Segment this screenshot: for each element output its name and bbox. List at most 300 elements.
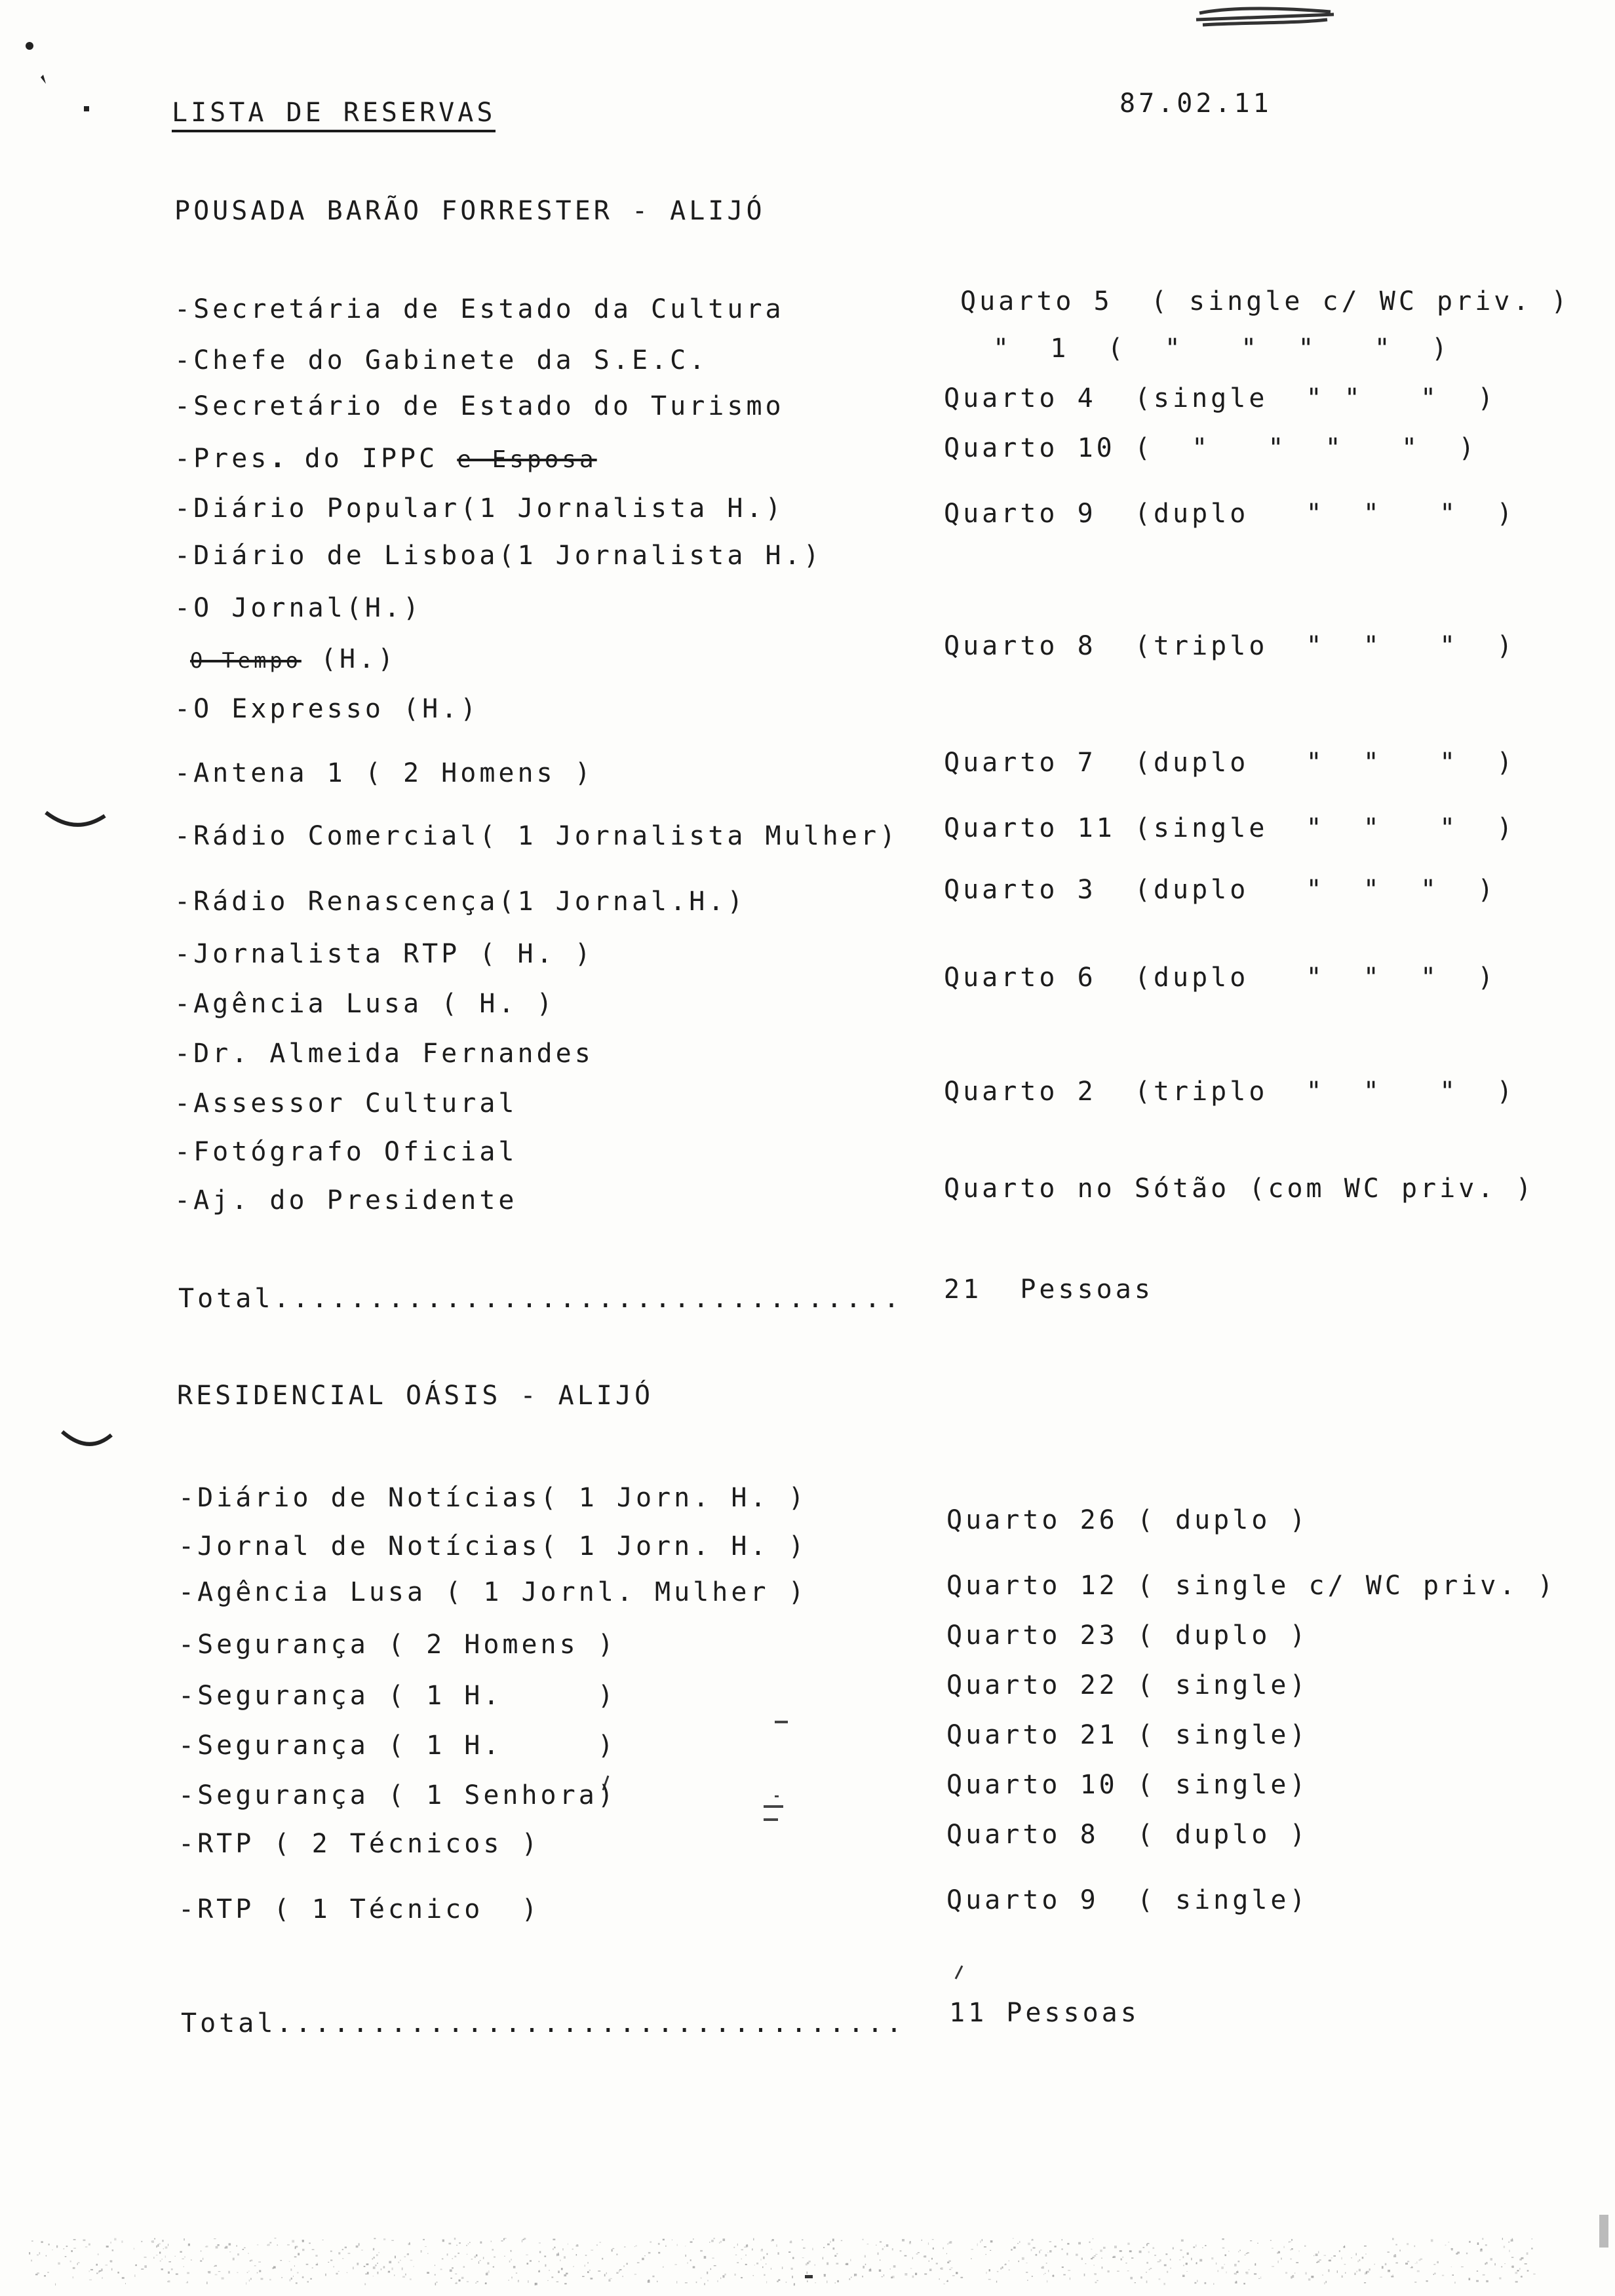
scan-speck	[837, 2280, 839, 2282]
scan-speck	[850, 2259, 851, 2261]
scan-speck	[544, 2256, 546, 2257]
scan-speck	[996, 2281, 997, 2283]
scan-speck	[160, 2261, 161, 2262]
scan-speck	[1173, 2248, 1174, 2249]
scan-speck	[338, 2252, 340, 2254]
scan-speck	[1182, 2275, 1185, 2277]
scan-speck	[1186, 2271, 1188, 2272]
scan-speck	[876, 2245, 877, 2246]
scan-speck	[516, 2273, 517, 2274]
scan-speck	[1477, 2270, 1478, 2272]
scan-speck	[200, 2260, 202, 2262]
scan-speck	[1170, 2259, 1171, 2260]
scan-speck	[870, 2268, 871, 2271]
scan-speck	[296, 2282, 298, 2284]
scan-speck	[187, 2272, 189, 2274]
scan-speck	[1454, 2282, 1456, 2284]
scan-speck	[218, 2244, 220, 2246]
scan-speck	[1512, 2238, 1513, 2241]
scan-speck	[373, 2267, 376, 2269]
scan-speck	[1504, 2246, 1505, 2248]
scan-speck	[1290, 2249, 1291, 2251]
scan-speck	[90, 2269, 93, 2270]
scan-speck	[712, 2257, 714, 2259]
scan-speck	[1531, 2248, 1532, 2249]
scan-speck	[302, 2240, 304, 2242]
scan-speck	[98, 2253, 99, 2255]
scan-speck	[1181, 2240, 1184, 2242]
scan-speck	[162, 2240, 163, 2242]
scan-speck	[348, 2253, 351, 2254]
scan-speck	[125, 2283, 126, 2284]
scan-speck	[599, 2242, 601, 2243]
scan-speck	[1149, 2269, 1150, 2270]
scan-speck	[1367, 2271, 1369, 2273]
scan-speck	[547, 2280, 548, 2281]
scan-speck	[407, 2253, 409, 2255]
scan-speck	[237, 2272, 238, 2273]
scan-speck	[1152, 2248, 1154, 2249]
scan-speck	[1108, 2270, 1110, 2272]
scan-speck	[564, 2274, 566, 2276]
guest-entry-part: do IPPC	[304, 444, 438, 474]
scan-speck	[1036, 2254, 1038, 2256]
scan-speck	[423, 2239, 425, 2240]
scan-speck	[1011, 2249, 1012, 2251]
scan-speck	[1112, 2257, 1114, 2258]
scan-speck	[1499, 2278, 1501, 2280]
scan-speck	[290, 2268, 292, 2270]
scan-speck	[997, 2271, 999, 2272]
scan-speck	[637, 2263, 640, 2264]
scan-speck	[566, 2273, 568, 2275]
scan-speck	[1093, 2238, 1094, 2239]
scan-speck	[1344, 2246, 1346, 2248]
scan-speck	[1032, 2276, 1033, 2277]
scan-speck	[652, 2276, 654, 2278]
scan-speck	[504, 2238, 507, 2239]
scan-speck	[561, 2268, 563, 2270]
scan-speck	[342, 2249, 343, 2250]
scan-speck	[1485, 2244, 1487, 2246]
guest-entry: -Jornalista RTP ( H. )	[174, 939, 594, 969]
scan-speck	[228, 2271, 230, 2274]
scan-speck	[777, 2281, 779, 2282]
scan-speck	[1527, 2270, 1529, 2271]
scan-speck	[1362, 2257, 1364, 2259]
scan-speck	[753, 2275, 754, 2276]
scan-speck	[849, 2278, 850, 2280]
scan-speck	[1388, 2251, 1390, 2252]
scan-speck	[258, 2261, 261, 2262]
scan-speck	[610, 2278, 612, 2279]
scan-speck	[1380, 2277, 1382, 2278]
scan-speck	[176, 2274, 178, 2275]
scan-speck	[1139, 2251, 1142, 2253]
scan-speck	[1365, 2253, 1367, 2255]
scan-speck	[1061, 2248, 1062, 2250]
handwritten-mark: .	[269, 444, 286, 474]
scan-speck	[1147, 2243, 1149, 2244]
scan-speck	[1143, 2247, 1145, 2248]
scan-speck	[752, 2248, 753, 2250]
scan-speck	[933, 2248, 934, 2249]
scan-speck	[1476, 2280, 1479, 2282]
scan-speck	[1119, 2250, 1122, 2251]
scan-speck	[345, 2247, 347, 2249]
scan-speck	[941, 2267, 943, 2270]
scan-speck	[1469, 2241, 1471, 2243]
scan-speck	[110, 2242, 111, 2244]
scan-speck	[862, 2276, 863, 2278]
scan-speck	[946, 2253, 947, 2254]
scan-speck	[151, 2240, 154, 2243]
scan-speck	[307, 2281, 309, 2282]
scan-speck	[161, 2268, 163, 2270]
scan-speck	[916, 2253, 918, 2254]
scan-speck	[1255, 2263, 1256, 2265]
scan-speck	[924, 2274, 927, 2275]
scan-speck	[1358, 2261, 1359, 2263]
scan-speck	[447, 2253, 448, 2255]
scan-speck	[576, 2254, 577, 2255]
scan-speck	[636, 2246, 637, 2247]
scan-speck	[1426, 2280, 1428, 2282]
room-assignment: Quarto 5 ( single c/ WC priv. )	[960, 286, 1570, 316]
scan-speck	[1512, 2266, 1514, 2268]
room-assignment: Quarto no Sótão (com WC priv. )	[944, 1174, 1535, 1204]
scan-speck	[1395, 2263, 1398, 2264]
scan-speck	[1283, 2246, 1285, 2248]
scan-speck	[658, 2243, 660, 2245]
scan-speck	[1019, 2241, 1020, 2243]
scan-speck	[1238, 2251, 1239, 2253]
scan-speck	[1364, 2282, 1366, 2284]
scan-speck	[73, 2239, 76, 2240]
scan-speck	[364, 2266, 366, 2267]
scan-speck	[802, 2240, 803, 2241]
scan-speck	[1308, 2278, 1310, 2280]
scan-speck	[1291, 2248, 1293, 2250]
guest-entry: -Rádio Comercial( 1 Jornalista Mulher)	[174, 821, 899, 851]
scan-speck	[1294, 2272, 1295, 2274]
scan-speck	[792, 2257, 794, 2259]
scan-speck	[257, 2272, 258, 2274]
scan-speck	[509, 2261, 511, 2263]
scan-speck	[1135, 2282, 1136, 2283]
scan-speck	[316, 2264, 318, 2265]
scan-speck	[398, 2262, 399, 2263]
scan-speck	[815, 2282, 816, 2283]
scan-speck	[395, 2256, 396, 2259]
scan-speck	[374, 2257, 375, 2259]
scan-speck	[931, 2258, 933, 2260]
scan-speck	[980, 2240, 981, 2243]
scan-speck	[365, 2274, 367, 2275]
scan-speck	[1097, 2280, 1099, 2281]
scan-speck	[325, 2274, 326, 2276]
scan-speck	[1180, 2249, 1182, 2251]
scan-speck	[737, 2244, 738, 2246]
scan-speck	[402, 2276, 405, 2278]
scan-speck	[1095, 2273, 1097, 2275]
scan-speck	[427, 2253, 428, 2254]
scan-speck	[710, 2268, 711, 2270]
scan-speck	[1041, 2267, 1043, 2269]
scan-speck	[778, 2279, 780, 2280]
scan-speck	[807, 2280, 808, 2282]
scan-speck	[709, 2242, 710, 2243]
scan-speck	[952, 2275, 955, 2276]
guest-entry: -Agência Lusa ( H. )	[174, 989, 556, 1019]
scan-speck	[1066, 2253, 1068, 2255]
scan-speck	[1117, 2271, 1119, 2272]
scan-speck	[485, 2283, 487, 2284]
guest-entry: -Chefe do Gabinete da S.E.C.	[174, 345, 709, 375]
scan-speck	[1469, 2278, 1471, 2280]
scan-speck	[175, 2256, 176, 2257]
scan-speck	[658, 2252, 660, 2254]
scan-noise-band	[0, 2234, 1615, 2287]
scan-speck	[693, 2267, 695, 2268]
scan-speck	[452, 2267, 454, 2268]
scan-speck	[229, 2251, 231, 2252]
scan-speck	[141, 2241, 142, 2242]
scan-speck	[1045, 2254, 1047, 2257]
scan-speck	[1047, 2252, 1048, 2253]
scan-speck	[388, 2271, 391, 2273]
scan-speck	[102, 2277, 103, 2279]
scan-speck	[878, 2253, 879, 2255]
scan-speck	[1033, 2248, 1036, 2249]
scan-speck	[642, 2258, 644, 2261]
scan-speck	[330, 2260, 332, 2261]
scan-speck	[1490, 2258, 1493, 2261]
room-assignment: Quarto 26 ( duplo )	[946, 1505, 1309, 1535]
room-assignment: Quarto 8 (triplo " " " )	[944, 631, 1516, 661]
scan-speck	[1407, 2243, 1409, 2245]
scan-speck	[373, 2248, 374, 2251]
scan-speck	[882, 2276, 883, 2277]
scan-speck	[168, 2272, 170, 2274]
scan-speck	[946, 2281, 948, 2282]
scan-speck	[553, 2248, 554, 2250]
scan-speck	[720, 2241, 722, 2243]
scan-speck	[663, 2267, 664, 2268]
scan-speck	[1226, 2272, 1227, 2274]
scan-speck	[719, 2242, 720, 2244]
scan-speck	[381, 2268, 382, 2270]
scan-speck	[865, 2255, 866, 2258]
room-assignment: Quarto 4 (single " " " )	[944, 383, 1497, 413]
scan-speck	[576, 2245, 579, 2247]
scan-speck	[854, 2274, 855, 2276]
guest-entry: -Segurança ( 1 H. )	[178, 1681, 617, 1711]
scan-speck	[292, 2240, 294, 2243]
scan-speck	[215, 2274, 218, 2276]
scan-speck	[37, 2254, 39, 2255]
scan-speck	[1239, 2250, 1241, 2251]
scan-speck	[272, 2267, 274, 2269]
scan-speck	[1114, 2246, 1117, 2248]
guest-entry: -Fotógrafo Oficial	[174, 1137, 518, 1167]
scan-speck	[1359, 2259, 1361, 2261]
scan-speck	[1290, 2259, 1291, 2260]
scan-speck	[596, 2244, 598, 2246]
scan-speck	[836, 2263, 839, 2264]
scan-speck	[1131, 2257, 1133, 2259]
scan-speck	[330, 2251, 332, 2252]
scan-speck	[1477, 2242, 1479, 2245]
scan-speck	[834, 2255, 836, 2257]
room-assignment: " 1 ( " " " " )	[993, 334, 1450, 364]
scan-speck	[744, 2247, 747, 2248]
scan-speck	[1063, 2274, 1066, 2276]
scan-speck	[475, 2283, 477, 2284]
room-assignment: Quarto 7 (duplo " " " )	[944, 748, 1516, 778]
scan-speck	[1001, 2268, 1002, 2270]
scan-speck	[756, 2263, 758, 2265]
scan-speck	[624, 2247, 625, 2248]
scan-speck	[206, 2282, 207, 2284]
scan-speck	[832, 2239, 834, 2242]
scan-speck	[156, 2246, 157, 2248]
scan-speck	[487, 2263, 489, 2265]
scan-speck	[1289, 2242, 1291, 2243]
scan-speck	[1277, 2261, 1278, 2263]
guest-entry: -RTP ( 1 Técnico )	[178, 1894, 541, 1924]
scan-speck	[436, 2282, 437, 2283]
scan-speck	[824, 2274, 826, 2275]
guest-entry: -Segurança ( 1 H. )	[178, 1731, 617, 1761]
scan-speck	[1017, 2243, 1019, 2244]
scan-speck	[328, 2262, 329, 2263]
scan-speck	[141, 2268, 144, 2270]
scan-speck	[1095, 2282, 1097, 2283]
scan-speck	[598, 2270, 600, 2272]
scan-speck	[644, 2255, 646, 2256]
scan-speck	[1199, 2259, 1202, 2262]
scan-speck	[168, 2261, 171, 2262]
scan-speck	[1222, 2238, 1224, 2240]
scan-speck	[222, 2277, 224, 2279]
scan-speck	[539, 2251, 541, 2253]
scan-speck	[1089, 2242, 1090, 2243]
scan-speck	[943, 2284, 945, 2285]
scan-speck	[1345, 2272, 1346, 2274]
scan-speck	[391, 2240, 394, 2241]
scan-speck	[685, 2282, 688, 2283]
scan-speck	[863, 2239, 864, 2240]
scan-speck	[1414, 2246, 1416, 2248]
scan-speck	[1324, 2255, 1326, 2256]
scan-speck	[1103, 2247, 1106, 2249]
scan-speck	[585, 2265, 586, 2267]
scan-speck	[665, 2246, 666, 2247]
scan-speck	[690, 2241, 693, 2243]
scan-speck	[648, 2280, 650, 2283]
scan-speck	[405, 2274, 406, 2276]
scan-speck	[1250, 2240, 1252, 2241]
scan-speck	[488, 2270, 489, 2273]
scan-speck	[454, 2238, 456, 2240]
scan-speck	[287, 2244, 290, 2246]
scan-speck	[302, 2277, 303, 2278]
scan-speck	[494, 2257, 496, 2258]
guest-entry: -Rádio Renascença(1 Jornal.H.)	[174, 887, 747, 917]
scan-speck	[269, 2242, 271, 2244]
scan-speck	[524, 2238, 526, 2240]
scan-speck	[224, 2247, 225, 2249]
scan-speck	[402, 2268, 403, 2270]
scan-speck	[458, 2280, 460, 2282]
scan-speck	[1322, 2275, 1323, 2276]
total-label: Total.................................	[181, 2008, 906, 2038]
guest-entry	[174, 446, 597, 472]
scan-speck	[364, 2284, 366, 2286]
scan-speck	[589, 2270, 591, 2271]
scan-speck	[459, 2242, 461, 2244]
scan-speck	[374, 2238, 376, 2240]
scan-speck	[165, 2255, 166, 2257]
scan-speck	[1234, 2273, 1236, 2274]
scan-speck	[530, 2260, 532, 2262]
scan-speck	[467, 2254, 468, 2255]
scan-speck	[762, 2267, 764, 2268]
scan-speck	[1456, 2253, 1458, 2255]
scan-speck	[206, 2246, 208, 2248]
scan-speck	[435, 2283, 437, 2286]
scan-speck	[457, 2253, 459, 2254]
scan-speck	[63, 2248, 64, 2249]
scan-speck	[833, 2248, 835, 2249]
scan-speck	[476, 2255, 477, 2257]
scan-speck	[501, 2240, 503, 2242]
scan-speck	[1039, 2251, 1040, 2253]
scan-speck	[1179, 2259, 1181, 2260]
scan-speck	[1040, 2249, 1041, 2251]
scan-speck	[294, 2256, 297, 2257]
scan-speck	[1285, 2272, 1287, 2274]
scan-speck	[696, 2282, 697, 2283]
scan-speck	[306, 2264, 309, 2265]
scan-speck	[112, 2249, 114, 2251]
scan-speck	[554, 2247, 555, 2249]
scan-speck	[1483, 2274, 1485, 2276]
scan-speck	[512, 2276, 513, 2279]
scan-speck	[267, 2245, 268, 2246]
scan-speck	[1364, 2246, 1367, 2247]
scan-speck	[269, 2279, 271, 2280]
scan-speck	[1356, 2253, 1357, 2256]
scan-speck	[1411, 2267, 1412, 2268]
scan-speck	[1213, 2283, 1214, 2284]
scan-speck	[606, 2272, 607, 2274]
scan-speck	[803, 2248, 806, 2249]
scan-speck	[663, 2239, 665, 2241]
scan-speck	[1254, 2273, 1256, 2274]
total-value: 21 Pessoas	[944, 1274, 1154, 1305]
scan-speck	[159, 2251, 161, 2253]
scan-speck	[310, 2278, 311, 2280]
scan-speck	[336, 2273, 338, 2275]
scan-speck	[1419, 2259, 1421, 2261]
scan-speck	[357, 2263, 359, 2265]
scan-speck	[1369, 2268, 1371, 2270]
scan-speck	[55, 2284, 56, 2286]
scan-speck	[456, 2282, 457, 2284]
scan-speck	[812, 2248, 813, 2251]
